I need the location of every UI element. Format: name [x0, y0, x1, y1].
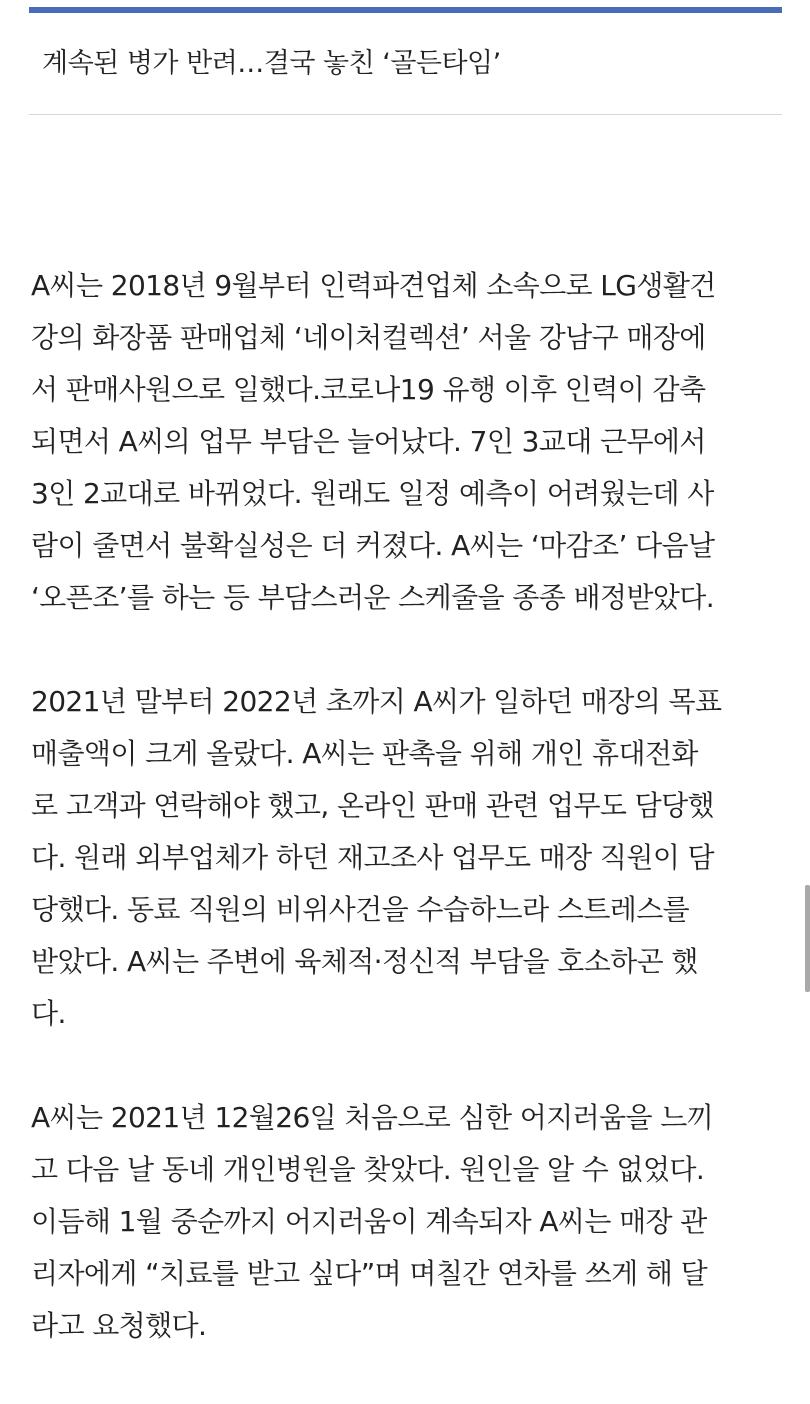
paragraph-line: A씨는 2018년 9월부터 인력파견업체 소속으로 LG생활건 — [31, 269, 716, 302]
paragraph-line: 되면서 A씨의 업무 부담은 늘어났다. 7인 3교대 근무에서 — [31, 425, 706, 458]
paragraph-line: 서 판매사원으로 일했다.코로나19 유행 이후 인력이 감축 — [31, 373, 706, 406]
paragraph-line: 다. 원래 외부업체가 하던 재고조사 업무도 매장 직원이 담 — [31, 841, 715, 874]
paragraph-line: 람이 줄면서 불확실성은 더 커졌다. A씨는 ‘마감조’ 다음날 — [31, 529, 715, 562]
section-accent-bar — [29, 7, 782, 13]
scrollbar-thumb[interactable] — [805, 885, 810, 992]
paragraph-line: 2021년 말부터 2022년 초까지 A씨가 일하던 매장의 목표 — [31, 685, 722, 718]
paragraph-line: 라고 요청했다. — [31, 1309, 207, 1342]
paragraph-line: 당했다. 동료 직원의 비위사건을 수습하느라 스트레스를 — [31, 893, 690, 926]
paragraph-line: ‘오픈조’를 하는 등 부담스러운 스케줄을 종종 배정받았다. — [31, 581, 715, 614]
paragraph-line: 로 고객과 연락해야 했고, 온라인 판매 관련 업무도 담당했 — [31, 789, 715, 822]
article-body — [31, 260, 779, 1404]
paragraph-line: 매출액이 크게 올랐다. A씨는 판촉을 위해 개인 휴대전화 — [31, 737, 698, 770]
article-subheading: 계속된 병가 반려…결국 놓친 ‘골든타임’ — [42, 48, 501, 79]
paragraph-line: 받았다. A씨는 주변에 육체적·정신적 부담을 호소하곤 했 — [31, 945, 698, 978]
paragraph-line: 리자에게 “치료를 받고 싶다”며 며칠간 연차를 쓰게 해 달 — [31, 1257, 708, 1290]
article-paragraph — [31, 676, 779, 1040]
paragraph-line: 고 다음 날 동네 개인병원을 찾았다. 원인을 알 수 없었다. — [31, 1153, 705, 1186]
subheading-divider — [29, 114, 782, 115]
paragraph-line: 다. — [31, 997, 66, 1030]
paragraph-line: A씨는 2021년 12월26일 처음으로 심한 어지러움을 느끼 — [31, 1101, 714, 1134]
article-paragraph — [31, 260, 779, 624]
paragraph-line: 강의 화장품 판매업체 ‘네이처컬렉션’ 서울 강남구 매장에 — [31, 321, 706, 354]
paragraph-line: 이듬해 1월 중순까지 어지러움이 계속되자 A씨는 매장 관 — [31, 1205, 707, 1238]
article-paragraph — [31, 1092, 779, 1352]
paragraph-line: 3인 2교대로 바뀌었다. 원래도 일정 예측이 어려웠는데 사 — [31, 477, 714, 510]
